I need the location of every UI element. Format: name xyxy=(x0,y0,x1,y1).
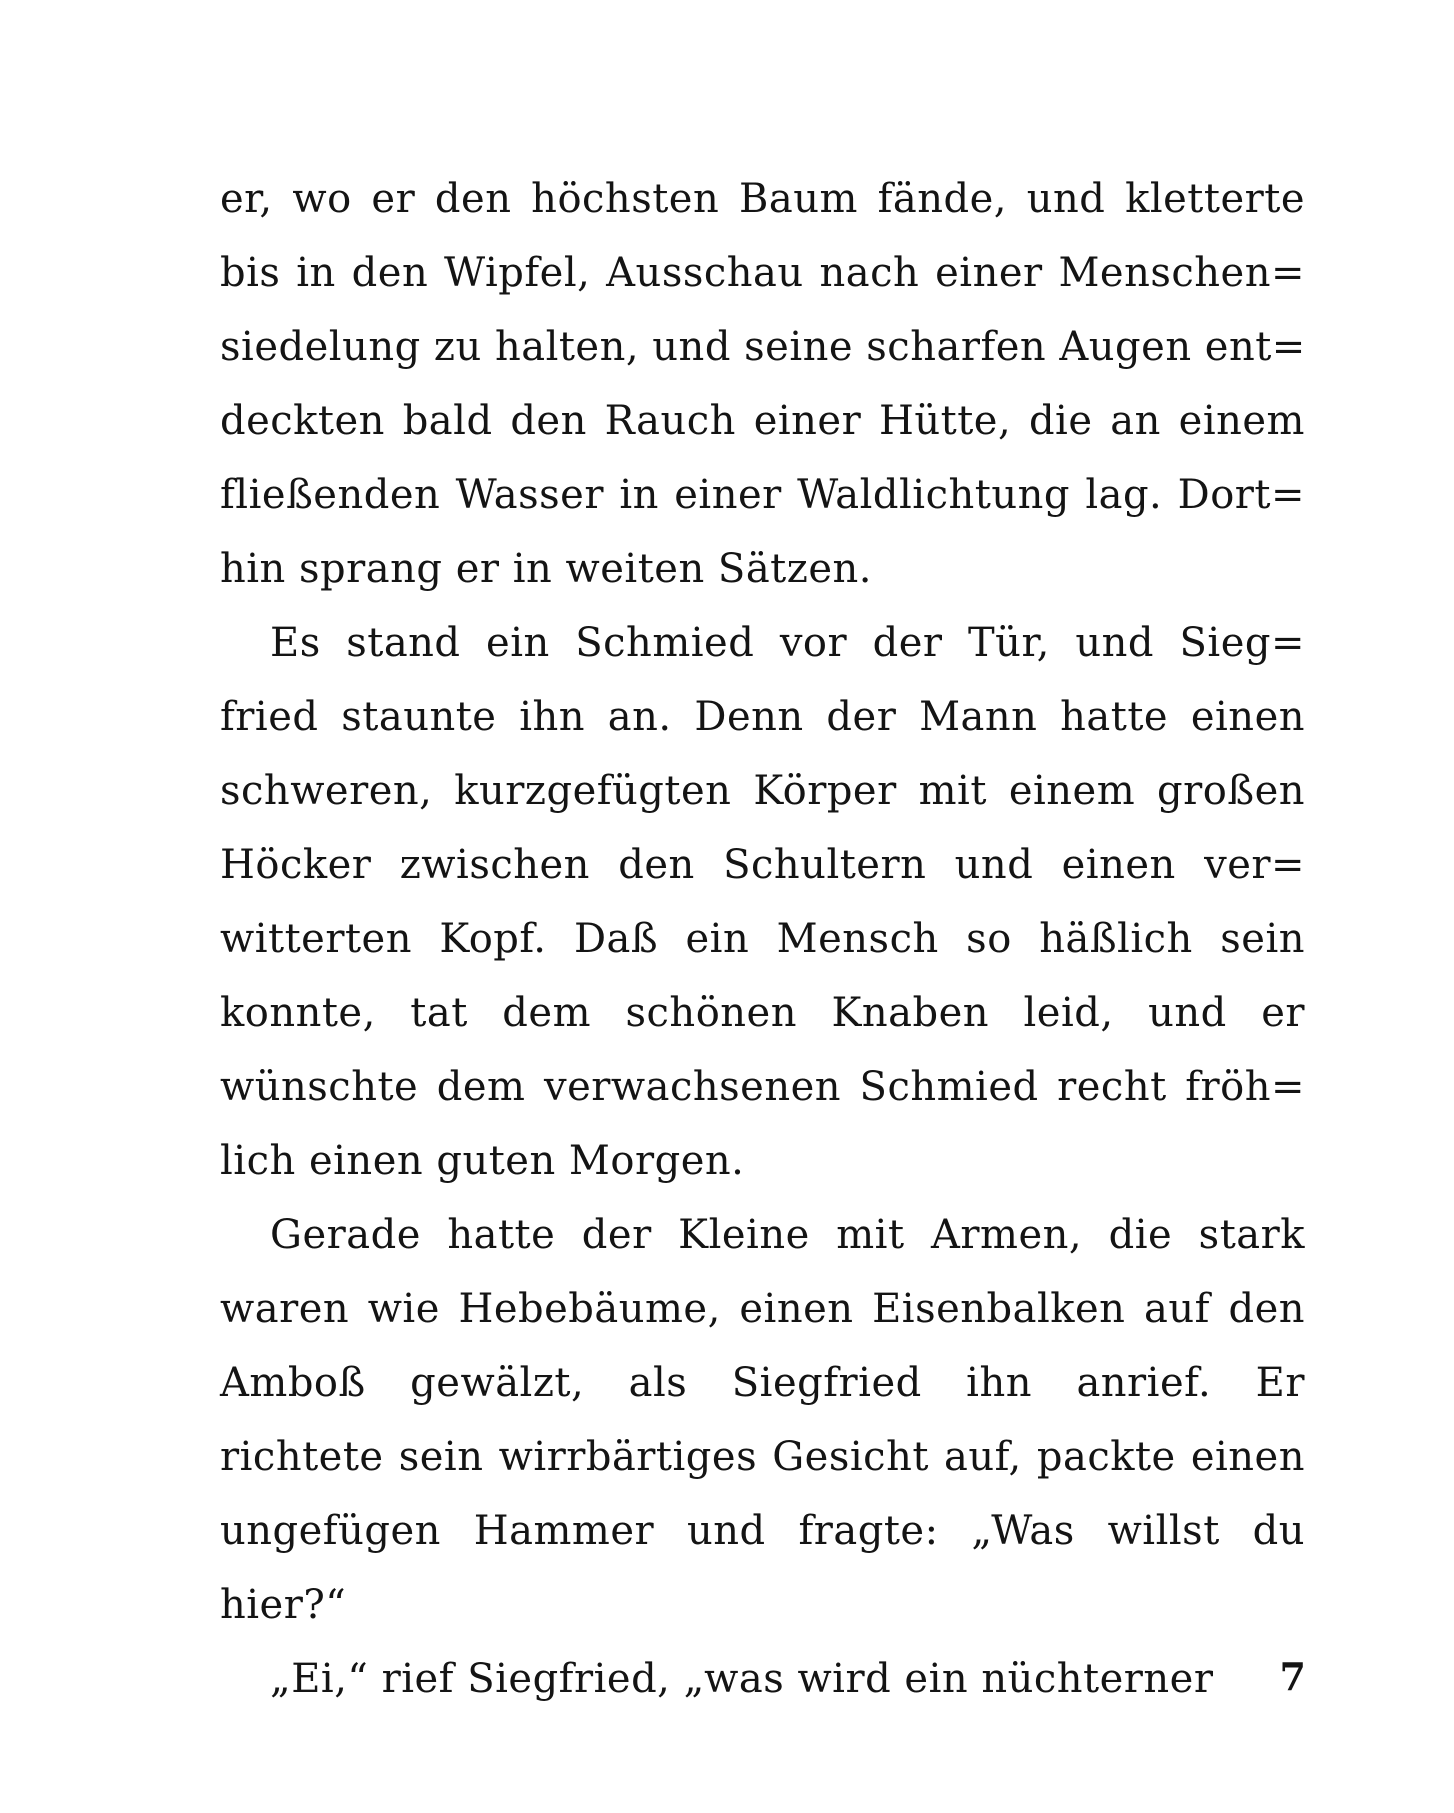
text-line: hier?“ xyxy=(220,1582,347,1628)
text-line: er, wo er den höchsten Baum fände, und kletterte xyxy=(220,176,1305,222)
text-line: hin sprang er in weiten Sätzen. xyxy=(220,546,872,592)
text-line: witterten Kopf. Daß ein Mensch so häßlich sein xyxy=(220,916,1305,962)
text-line: wünschte dem verwachsenen Schmied recht fröh= xyxy=(220,1064,1305,1110)
text-line: waren wie Hebebäume, einen Eisenbalken auf den xyxy=(220,1286,1305,1332)
text-line: „Ei,“ rief Siegfried, „was wird ein nüchterner xyxy=(270,1656,1214,1702)
text-line: siedelung zu halten, und seine scharfen Augen ent= xyxy=(220,324,1306,370)
text-line: lich einen guten Morgen. xyxy=(220,1138,745,1184)
text-line: Gerade hatte der Kleine mit Armen, die stark xyxy=(270,1212,1305,1258)
text-line: deckten bald den Rauch einer Hütte, die an einem xyxy=(220,398,1305,444)
text-line: Es stand ein Schmied vor der Tür, und Sieg= xyxy=(270,620,1305,666)
page-number: 7 xyxy=(1279,1654,1306,1699)
text-line: ungefügen Hammer und fragte: „Was willst du xyxy=(220,1508,1305,1554)
text-line: fließenden Wasser in einer Waldlichtung lag. Dort= xyxy=(220,472,1305,518)
paragraph xyxy=(220,162,1305,606)
text-line: Amboß gewälzt, als Siegfried ihn anrief. Er xyxy=(220,1360,1305,1406)
text-line: konnte, tat dem schönen Knaben leid, und er xyxy=(220,990,1305,1036)
text-line: richtete sein wirrbärtiges Gesicht auf, packte einen xyxy=(220,1434,1305,1480)
text-line: schweren, kurzgefügten Körper mit einem großen xyxy=(220,768,1305,814)
paragraph xyxy=(220,1198,1305,1642)
body-text xyxy=(220,162,1305,1716)
paragraph xyxy=(220,606,1305,1198)
text-line: Höcker zwischen den Schultern und einen ver= xyxy=(220,842,1305,888)
paragraph xyxy=(220,1642,1305,1716)
text-line: bis in den Wipfel, Ausschau nach einer Menschen= xyxy=(220,250,1305,296)
text-line: fried staunte ihn an. Denn der Mann hatte einen xyxy=(220,694,1305,740)
